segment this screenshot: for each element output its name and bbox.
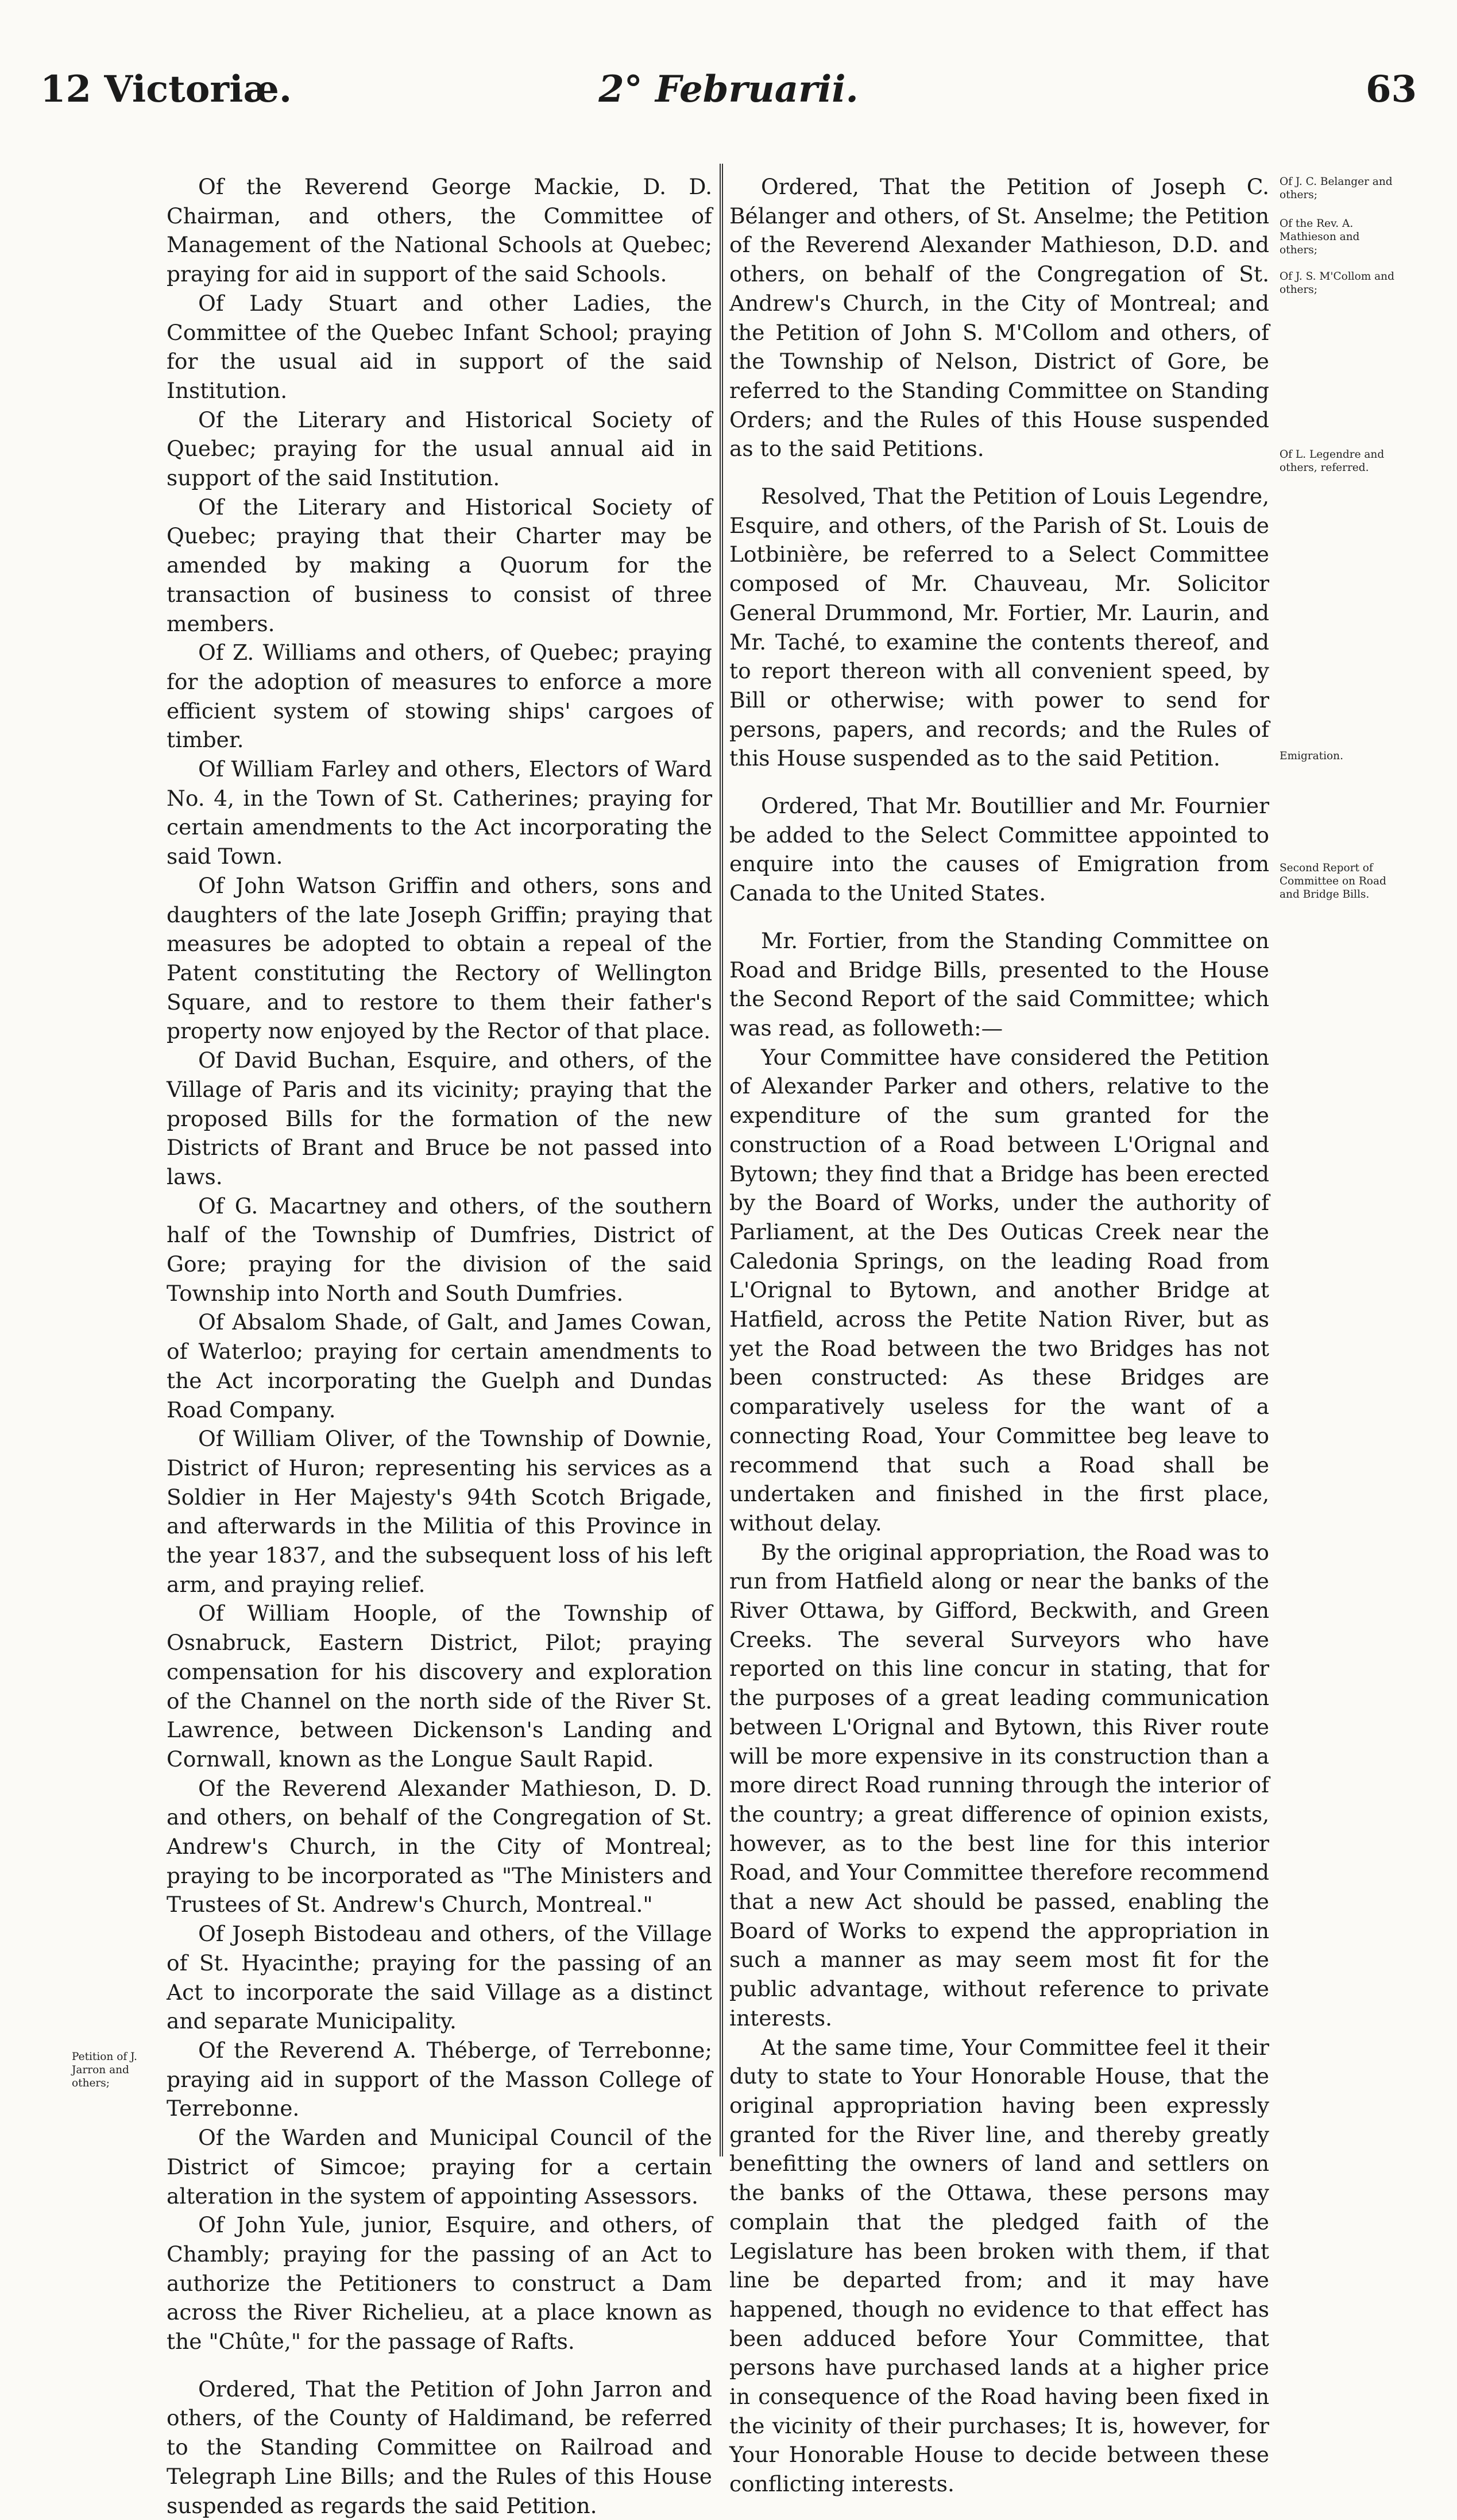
petition-entry: Of John Yule, junior, Esquire, and others, of Chambly; praying for the passing of an Act to authorize the Petitioners to construct a Dam across the River Richelieu, at a place known as the "Chûte," for the passage of Rafts.	[167, 2212, 712, 2355]
petition-entry: Of the Reverend George Mackie, D. D. Chairman, and others, the Committee of Management of the National Schools at Quebec; praying for aid in support of the said Schools.	[167, 174, 712, 287]
order-petitions-standing-orders: Ordered, That the Petition of Joseph C. Bélanger and others, of St. Anselme; the Petition of the Reverend Alexander Mathieson, D.D. and others, on behalf of the Congregation of St. Andrew's Church, in the City of Montreal; and the Petition of John S. M'Collom and others, of the Township of Nelson, District of Gore, be referred to the Standing Committee on Standing Orders; and the Rules of this House suspended as to the said Petitions.	[729, 174, 1269, 462]
order-jarron-petition: Ordered, That the Petition of John Jarron and others, of the County of Haldimand, be referred to the Standing Committee on Railroad and Telegraph Line Bills; and the Rules of this House suspended as regards the said Petition.	[167, 2376, 712, 2518]
margin-note-emigration: Emigration.	[1280, 750, 1343, 762]
petition-entry: Of Joseph Bistodeau and others, of the Village of St. Hyacinthe; praying for the passing of an Act to incorporate the said Village as a distinct and separate Municipality.	[167, 1921, 712, 2034]
petition-entry: Of Z. Williams and others, of Quebec; praying for the adoption of measures to enforce a more efficient system of stowing ships' cargoes of timber.	[167, 640, 712, 753]
petition-entry: Of G. Macartney and others, of the southern half of the Township of Dumfries, District of Gore; praying for the division of the said Township into North and South Dumfries.	[167, 1193, 712, 1306]
report-paragraph: By the original appropriation, the Road was to run from Hatfield along or near the banks of the River Ottawa, by Gifford, Beckwith, and Green Creeks. The several Surveyors who have reported on this line concur in stating, that for the purposes of a great leading communication between L'Orignal and Bytown, this River route will be more expensive in its construction than a more direct Road running through the interior of the country; a great difference of opinion exists, however, as to the best line for this interior Road, and Your Committee therefore recommend that a new Act should be passed, enabling the Board of Works to expend the appropriation in such a manner as may seem most fit for the public advantage, without reference to private interests.	[729, 1539, 1269, 2031]
page-header	[40, 68, 1417, 119]
petition-entry: Of William Farley and others, Electors of Ward No. 4, in the Town of St. Catherines; praying for certain amendments to the Act incorporating the said Town.	[167, 756, 712, 869]
left-column	[167, 172, 712, 2520]
petition-entry: Of William Hoople, of the Township of Osnabruck, Eastern District, Pilot; praying compensation for his discovery and exploration of the Channel on the north side of the River St. Lawrence, between Dickenson's Landing and Cornwall, known as the Longue Sault Rapid.	[167, 1601, 712, 1772]
report-paragraph: At the same time, Your Committee feel it their duty to state to Your Honorable House, that the original appropriation having been expressly granted for the River line, and thereby greatly benefitting the owners of land and settlers on the banks of the Ottawa, these persons may complain that the pledged faith of the Legislature has been broken with them, if that line be departed from; and it may have happened, though no evidence to that effect has been adduced before Your Committee, that persons have purchased lands at a higher price in consequence of the Road having been fixed in the vicinity of their purchases; It is, however, for Your Honorable House to decide between these conflicting interests.	[729, 2034, 1269, 2497]
margin-note-jarron: Petition of J. Jarron and others;	[72, 2051, 137, 2089]
margin-note-legendre: Of L. Legendre and others, referred.	[1280, 449, 1385, 474]
page-number: 63	[1365, 68, 1417, 111]
column-divider	[720, 164, 723, 2156]
margin-note-second-report: Second Report of Committee on Road and Bridge Bills.	[1280, 862, 1386, 900]
margin-note-mathieson: Of the Rev. A. Mathieson and others;	[1280, 218, 1360, 256]
margin-note-belanger: Of J. C. Belanger and others;	[1280, 176, 1393, 201]
margin-note-mcollom: Of J. S. M'Collom and others;	[1280, 270, 1394, 296]
petition-entry: Of Absalom Shade, of Galt, and James Cowan, of Waterloo; praying for certain amendments to the Act incorporating the Guelph and Dundas Road Company.	[167, 1309, 712, 1423]
second-report-presented: Mr. Fortier, from the Standing Committee on Road and Bridge Bills, presented to the House the Second Report of the said Committee; which was read, as followeth:—	[729, 927, 1269, 1041]
petition-entry: Of the Literary and Historical Society of Quebec; praying that their Charter may be amended by making a Quorum for the transaction of business to consist of three members.	[167, 494, 712, 636]
order-emigration-committee: Ordered, That Mr. Boutillier and Mr. Fournier be added to the Select Committee appointed to enquire into the causes of Emigration from Canada to the United States.	[729, 793, 1269, 906]
petition-entry: Of the Reverend A. Théberge, of Terrebonne; praying aid in support of the Masson College of Terrebonne.	[167, 2038, 712, 2121]
report-paragraph: Your Committee have considered the Petition of Alexander Parker and others, relative to the expenditure of the sum granted for the construction of a Road between L'Orignal and Bytown; they find that a Bridge has been erected by the Board of Works, under the authority of Parliament, at the Des Outicas Creek near the Caledonia Springs, on the leading Road from L'Orignal to Bytown, and another Bridge at Hatfield, across the Petite Nation River, but as yet the Road between the two Bridges has not been constructed: As these Bridges are comparatively useless for the want of a connecting Road, Your Committee beg leave to recommend that such a Road shall be undertaken and finished in the first place, without delay.	[729, 1044, 1269, 1536]
running-head-session: 12 Victoriæ.	[40, 68, 292, 111]
right-column	[729, 172, 1269, 2499]
resolution-legendre-petition: Resolved, That the Petition of Louis Legendre, Esquire, and others, of the Parish of St. Louis de Lotbinière, be referred to a Select Committee composed of Mr. Chauveau, Mr. Solicitor General Drummond, Mr. Fortier, Mr. Laurin, and Mr. Taché, to examine the contents thereof, and to report thereon with all convenient speed, by Bill or otherwise; with power to send for persons, papers, and records; and the Rules of this House suspended as to the said Petition.	[729, 484, 1269, 771]
petition-entry: Of David Buchan, Esquire, and others, of the Village of Paris and its vicinity; praying that the proposed Bills for the formation of the new Districts of Brant and Bruce be not passed into laws.	[167, 1048, 712, 1189]
petition-entry: Of the Reverend Alexander Mathieson, D. D. and others, on behalf of the Congregation of St. Andrew's Church, in the City of Montreal; praying to be incorporated as "The Ministers and Trustees of St. Andrew's Church, Montreal."	[167, 1775, 712, 1918]
running-head-date: 2° Februarii.	[598, 68, 859, 111]
petition-entry: Of Lady Stuart and other Ladies, the Committee of the Quebec Infant School; praying for the usual aid in support of the said Institution.	[167, 290, 712, 403]
petition-entry: Of John Watson Griffin and others, sons and daughters of the late Joseph Griffin; praying that measures be adopted to obtain a repeal of the Patent constituting the Rectory of Wellington Square, and to restore to them their father's property now enjoyed by the Rector of that place.	[167, 872, 712, 1044]
petition-entry: Of the Literary and Historical Society of Quebec; praying for the usual annual aid in support of the said Institution.	[167, 407, 712, 491]
petition-entry: Of the Warden and Municipal Council of the District of Simcoe; praying for a certain alteration in the system of appointing Assessors.	[167, 2125, 712, 2209]
petition-entry: Of William Oliver, of the Township of Downie, District of Huron; representing his services as a Soldier in Her Majesty's 94th Scotch Brigade, and afterwards in the Militia of this Province in the year 1837, and the subsequent loss of his left arm, and praying relief.	[167, 1426, 712, 1597]
